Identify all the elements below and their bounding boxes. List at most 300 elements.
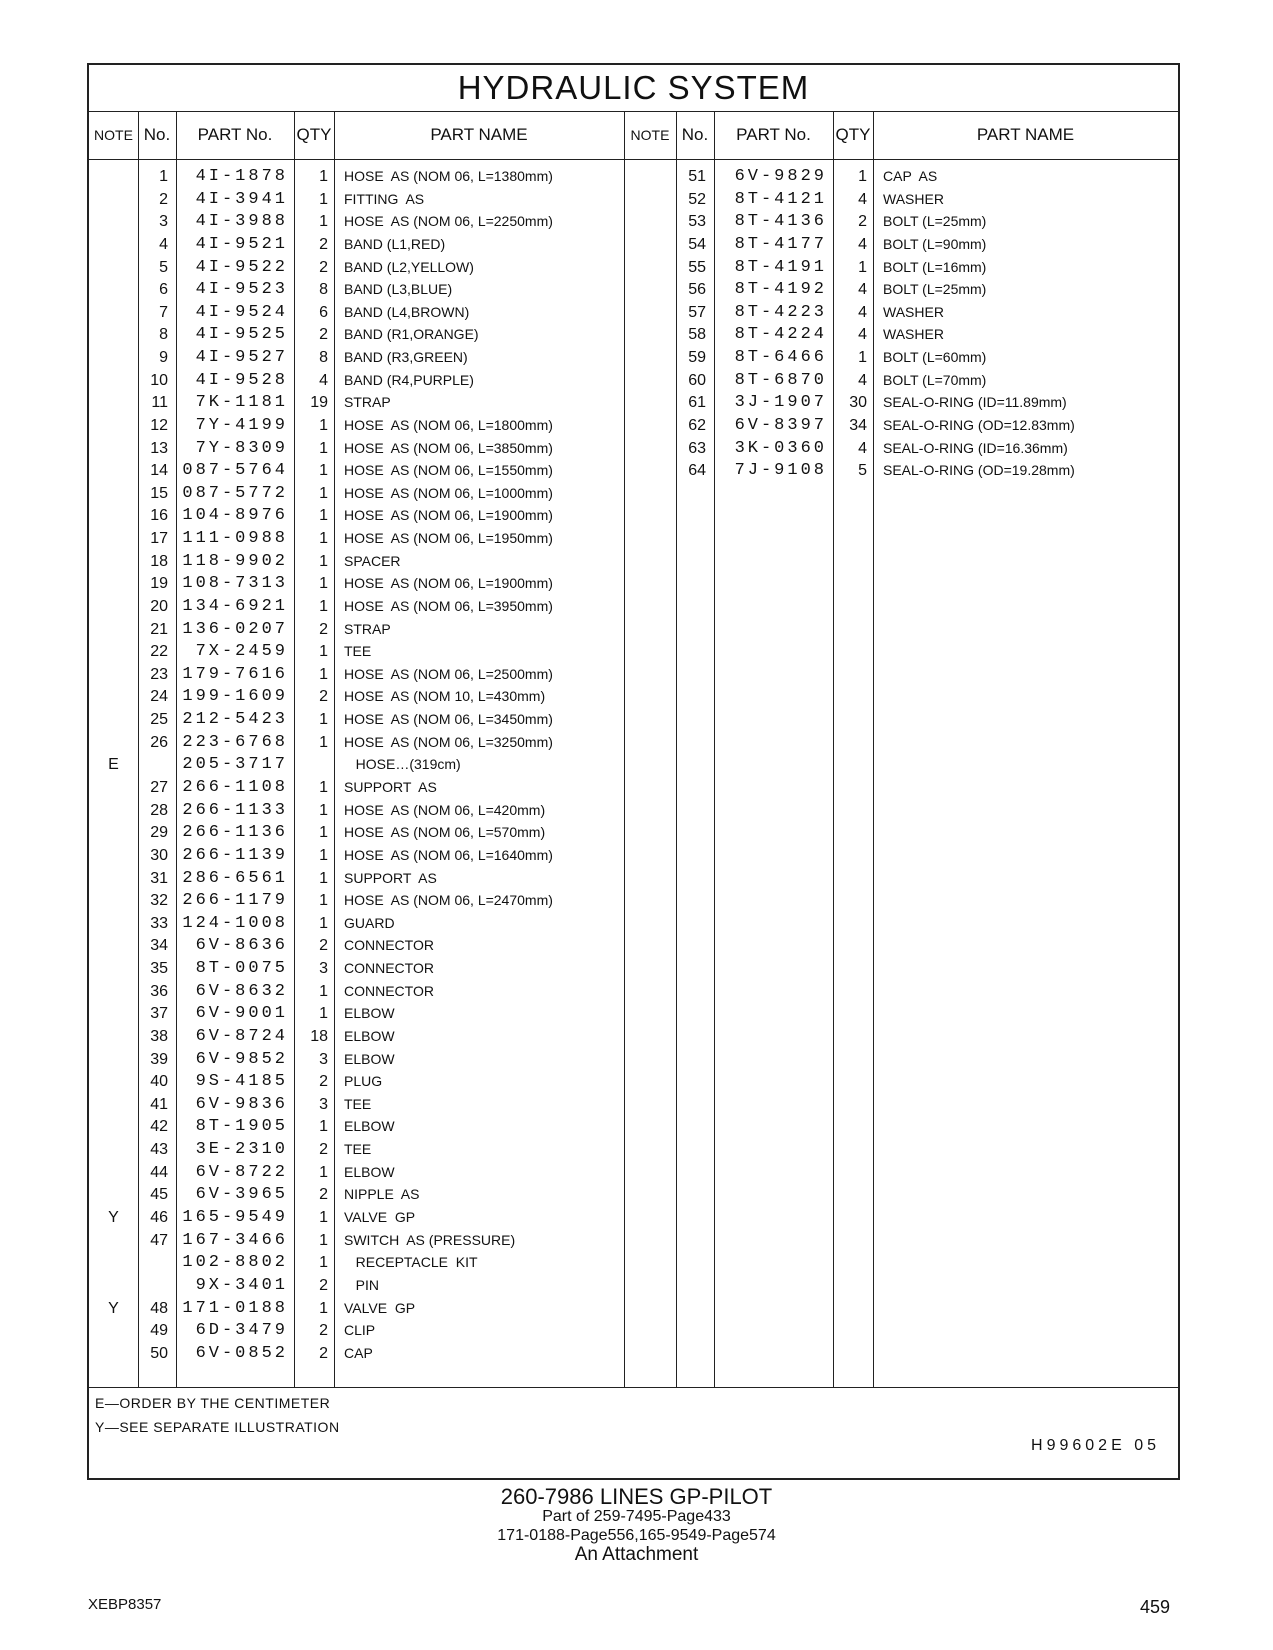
cell-note bbox=[89, 302, 138, 324]
cell-no: 48 bbox=[150, 1299, 168, 1317]
column-divider bbox=[334, 111, 335, 1387]
cell-no bbox=[138, 1252, 168, 1274]
cell-part: 9S-4185 bbox=[195, 1072, 288, 1092]
cell-qty: 2 bbox=[319, 1073, 328, 1091]
cell-qty: 1 bbox=[319, 575, 328, 593]
footer-attachment: An Attachment bbox=[574, 1544, 699, 1565]
cell-name: RECEPTACLE KIT bbox=[344, 1254, 478, 1271]
cell-no: 47 bbox=[150, 1231, 168, 1249]
cell-note bbox=[89, 1026, 138, 1048]
cell-note bbox=[624, 189, 676, 211]
cell-no: 11 bbox=[151, 394, 168, 412]
cell-name: SUPPORT AS bbox=[344, 869, 437, 886]
cell-name: HOSE AS (NOM 06, L=1950mm) bbox=[344, 530, 553, 547]
footer-group-title: 260-7986 LINES GP-PILOT bbox=[500, 1484, 773, 1509]
cell-part: 118-9902 bbox=[182, 551, 288, 571]
cell-qty: 3 bbox=[319, 960, 328, 978]
cell-part: 6V-8636 bbox=[195, 936, 288, 956]
cell-qty: 1 bbox=[319, 665, 328, 683]
cell-note: E bbox=[108, 756, 119, 774]
cell-name: TEE bbox=[344, 643, 372, 660]
cell-name: CAP bbox=[344, 1344, 373, 1361]
cell-name: BAND (L2,YELLOW) bbox=[344, 258, 474, 275]
cell-name: SEAL-O-RING (OD=19.28mm) bbox=[883, 462, 1075, 479]
cell-qty: 1 bbox=[858, 349, 867, 367]
cell-name: BOLT (L=16mm) bbox=[883, 258, 987, 275]
cell-name: BAND (L1,RED) bbox=[344, 235, 446, 252]
cell-qty: 4 bbox=[858, 235, 867, 253]
cell-qty: 4 bbox=[319, 371, 328, 389]
cell-part: 6V-9829 bbox=[734, 167, 827, 186]
cell-qty: 8 bbox=[319, 349, 328, 367]
cell-name: HOSE AS (NOM 06, L=1380mm) bbox=[344, 168, 553, 184]
cell-note bbox=[624, 279, 676, 301]
cell-name: BAND (L4,BROWN) bbox=[344, 303, 470, 320]
cell-name: WASHER bbox=[883, 190, 944, 207]
cell-note bbox=[89, 596, 138, 618]
cell-name: HOSE AS (NOM 06, L=2250mm) bbox=[344, 213, 553, 230]
cell-no: 23 bbox=[150, 665, 168, 683]
cell-name: HOSE AS (NOM 06, L=3250mm) bbox=[344, 733, 553, 750]
cell-qty: 1 bbox=[319, 597, 328, 615]
cell-part: 8T-1905 bbox=[195, 1117, 288, 1137]
cell-no: 2 bbox=[159, 190, 168, 208]
cell-part: 165-9549 bbox=[182, 1207, 288, 1227]
cell-qty: 3 bbox=[319, 1050, 328, 1068]
cell-part: 3E-2310 bbox=[195, 1140, 288, 1160]
cell-name: GUARD bbox=[344, 914, 395, 931]
cell-part: 8T-4177 bbox=[734, 234, 827, 254]
cell-part: 134-6921 bbox=[182, 596, 288, 616]
cell-qty: 4 bbox=[858, 281, 867, 299]
cell-part: 4I-1878 bbox=[195, 167, 288, 186]
cell-qty: 1 bbox=[319, 1005, 328, 1023]
cell-name: SEAL-O-RING (OD=12.83mm) bbox=[883, 416, 1075, 433]
cell-note bbox=[89, 664, 138, 686]
header-note-left: NOTE bbox=[94, 127, 133, 143]
drawing-code: H99602E 05 bbox=[1031, 1437, 1160, 1454]
header-qty-left: QTY bbox=[296, 125, 332, 144]
cell-part: 8T-4224 bbox=[734, 325, 827, 345]
cell-qty: 1 bbox=[319, 982, 328, 1000]
cell-no: 25 bbox=[150, 711, 168, 729]
cell-no: 17 bbox=[150, 530, 168, 548]
header-part-name-left: PART NAME bbox=[430, 125, 528, 144]
cell-note bbox=[89, 822, 138, 844]
cell-name: BOLT (L=25mm) bbox=[883, 281, 987, 298]
cell-qty: 1 bbox=[858, 168, 867, 185]
cell-no: 58 bbox=[688, 326, 706, 344]
cell-no: 24 bbox=[150, 688, 168, 706]
cell-name: HOSE AS (NOM 06, L=1800mm) bbox=[344, 416, 553, 433]
cell-note bbox=[89, 370, 138, 392]
cell-part: 4I-9528 bbox=[195, 370, 288, 390]
cell-name: NIPPLE AS bbox=[344, 1186, 420, 1203]
cell-note bbox=[624, 392, 676, 414]
cell-part: 4I-3988 bbox=[195, 212, 288, 232]
cell-name: HOSE AS (NOM 06, L=420mm) bbox=[344, 801, 546, 818]
cell-qty: 2 bbox=[858, 213, 867, 231]
cell-note bbox=[89, 868, 138, 890]
cell-no: 34 bbox=[150, 937, 168, 955]
cell-note bbox=[89, 1343, 138, 1365]
cell-name: HOSE AS (NOM 06, L=1640mm) bbox=[344, 846, 553, 863]
cell-qty: 1 bbox=[319, 1231, 328, 1249]
cell-note bbox=[89, 958, 138, 980]
cell-note bbox=[89, 483, 138, 505]
cell-note bbox=[624, 324, 676, 346]
cell-no: 30 bbox=[150, 846, 168, 864]
cell-qty: 3 bbox=[319, 1095, 328, 1113]
cell-name: BAND (R3,GREEN) bbox=[344, 349, 468, 366]
divider bbox=[89, 159, 1178, 160]
cell-note bbox=[89, 732, 138, 754]
cell-part: 171-0188 bbox=[182, 1298, 288, 1318]
cell-note bbox=[89, 257, 138, 279]
cell-part: 4I-9522 bbox=[195, 257, 288, 277]
cell-note bbox=[89, 551, 138, 573]
cell-name: HOSE AS (NOM 06, L=2500mm) bbox=[344, 665, 553, 682]
cell-name: WASHER bbox=[883, 303, 944, 320]
cell-qty: 2 bbox=[319, 1186, 328, 1204]
cell-name: HOSE AS (NOM 06, L=1550mm) bbox=[344, 462, 553, 479]
cell-part: 7J-9108 bbox=[734, 461, 827, 481]
cell-part: 6V-8724 bbox=[195, 1026, 288, 1046]
cell-no: 22 bbox=[150, 643, 168, 661]
cell-qty: 1 bbox=[858, 258, 867, 276]
cell-note bbox=[624, 415, 676, 437]
cell-no: 42 bbox=[150, 1118, 168, 1136]
cell-note bbox=[89, 438, 138, 460]
cell-part: 7X-2459 bbox=[195, 642, 288, 662]
cell-note bbox=[89, 1139, 138, 1161]
cell-no: 43 bbox=[150, 1141, 168, 1159]
header-no-left: No. bbox=[143, 125, 171, 144]
cell-qty: 1 bbox=[319, 869, 328, 887]
cell-note bbox=[624, 438, 676, 460]
cell-name: VALVE GP bbox=[344, 1208, 416, 1225]
cell-no: 9 bbox=[159, 349, 168, 367]
cell-qty: 1 bbox=[319, 1299, 328, 1317]
cell-part: 6V-9836 bbox=[195, 1094, 288, 1114]
cell-no: 10 bbox=[150, 371, 168, 389]
cell-part: 286-6561 bbox=[182, 868, 288, 888]
cell-qty: 2 bbox=[319, 937, 328, 955]
page-title: HYDRAULIC SYSTEM bbox=[457, 69, 810, 106]
cell-name: SEAL-O-RING (ID=11.89mm) bbox=[883, 394, 1067, 411]
cell-note bbox=[89, 1003, 138, 1025]
cell-part: 6V-3965 bbox=[195, 1185, 288, 1205]
cell-part: 4I-9524 bbox=[195, 302, 288, 322]
cell-qty: 1 bbox=[319, 439, 328, 457]
cell-no: 50 bbox=[150, 1344, 168, 1362]
cell-note bbox=[89, 686, 138, 708]
cell-name: WASHER bbox=[883, 326, 944, 343]
cell-no: 61 bbox=[688, 394, 706, 412]
cell-no: 8 bbox=[159, 326, 168, 344]
cell-note bbox=[89, 935, 138, 957]
cell-note bbox=[89, 573, 138, 595]
cell-qty: 1 bbox=[319, 530, 328, 548]
cell-no: 31 bbox=[150, 869, 168, 887]
cell-part: 199-1609 bbox=[182, 687, 288, 707]
cell-name: ELBOW bbox=[344, 1005, 395, 1022]
cell-note bbox=[89, 211, 138, 233]
cell-part: 4I-9521 bbox=[195, 234, 288, 254]
cell-note bbox=[89, 709, 138, 731]
cell-part: 7Y-8309 bbox=[195, 438, 288, 458]
cell-name: HOSE AS (NOM 06, L=570mm) bbox=[344, 824, 546, 841]
cell-no: 55 bbox=[688, 258, 706, 276]
header-part-no-left: PART No. bbox=[197, 125, 273, 144]
cell-qty bbox=[294, 754, 328, 776]
cell-part: 266-1139 bbox=[182, 845, 288, 865]
cell-note bbox=[89, 528, 138, 550]
header-part-name-right: PART NAME bbox=[976, 125, 1075, 144]
cell-no: 28 bbox=[150, 801, 168, 819]
cell-no: 64 bbox=[688, 462, 706, 480]
cell-no: 56 bbox=[688, 281, 706, 299]
cell-name: HOSE…(319cm) bbox=[344, 756, 461, 773]
cell-part: 8T-6466 bbox=[734, 348, 827, 368]
cell-qty: 4 bbox=[858, 326, 867, 344]
cell-name: TEE bbox=[344, 1141, 372, 1158]
cell-qty: 1 bbox=[319, 1208, 328, 1226]
cell-note bbox=[89, 890, 138, 912]
cell-part: 212-5423 bbox=[182, 710, 288, 730]
cell-qty: 1 bbox=[319, 733, 328, 751]
cell-part: 108-7313 bbox=[182, 574, 288, 594]
cell-note bbox=[89, 845, 138, 867]
cell-note bbox=[624, 460, 676, 482]
cell-qty: 5 bbox=[858, 462, 867, 480]
cell-note bbox=[89, 913, 138, 935]
cell-no: 3 bbox=[159, 213, 168, 231]
cell-qty: 1 bbox=[319, 1254, 328, 1272]
cell-qty: 2 bbox=[319, 1344, 328, 1362]
cell-qty: 1 bbox=[319, 846, 328, 864]
cell-no: 21 bbox=[150, 620, 168, 638]
divider bbox=[89, 1387, 1178, 1388]
cell-no: 46 bbox=[150, 1208, 168, 1226]
cell-qty: 1 bbox=[319, 552, 328, 570]
cell-no: 62 bbox=[688, 416, 706, 434]
cell-note bbox=[89, 1275, 138, 1297]
footer-references: 171-0188-Page556,165-9549-Page574 bbox=[497, 1527, 776, 1544]
cell-part: 6V-8632 bbox=[195, 981, 288, 1001]
cell-qty: 1 bbox=[319, 484, 328, 502]
cell-name: SEAL-O-RING (ID=16.36mm) bbox=[883, 439, 1068, 456]
cell-part: 4I-9527 bbox=[195, 348, 288, 368]
cell-no: 12 bbox=[150, 416, 168, 434]
cell-part: 6V-9852 bbox=[195, 1049, 288, 1069]
cell-part: 111-0988 bbox=[182, 529, 288, 549]
cell-qty: 4 bbox=[858, 190, 867, 208]
cell-name: CONNECTOR bbox=[344, 982, 434, 999]
header-note-right: NOTE bbox=[630, 127, 670, 143]
cell-note bbox=[624, 166, 676, 188]
cell-name: FITTING AS bbox=[344, 190, 425, 207]
cell-part: 6D-3479 bbox=[195, 1321, 288, 1341]
cell-no: 57 bbox=[688, 303, 706, 321]
cell-name: HOSE AS (NOM 06, L=1000mm) bbox=[344, 484, 553, 501]
cell-qty: 30 bbox=[849, 394, 867, 412]
header-no-right: No. bbox=[681, 125, 709, 144]
cell-part: 136-0207 bbox=[182, 619, 288, 639]
cell-name: BAND (L3,BLUE) bbox=[344, 281, 453, 298]
cell-name: HOSE AS (NOM 06, L=3950mm) bbox=[344, 597, 553, 614]
cell-qty: 2 bbox=[319, 258, 328, 276]
cell-note: Y bbox=[108, 1299, 119, 1317]
legend-y: Y—SEE SEPARATE ILLUSTRATION bbox=[95, 1419, 340, 1435]
cell-no: 26 bbox=[150, 733, 168, 751]
cell-name: CLIP bbox=[344, 1322, 376, 1339]
cell-qty: 1 bbox=[319, 643, 328, 661]
cell-no: 38 bbox=[150, 1027, 168, 1045]
cell-name: TEE bbox=[344, 1095, 372, 1112]
cell-name: HOSE AS (NOM 06, L=3450mm) bbox=[344, 711, 553, 728]
cell-qty: 1 bbox=[319, 1118, 328, 1136]
cell-qty: 8 bbox=[319, 281, 328, 299]
cell-no: 60 bbox=[688, 371, 706, 389]
cell-no: 19 bbox=[150, 575, 168, 593]
cell-part: 179-7616 bbox=[182, 664, 288, 684]
cell-note bbox=[89, 800, 138, 822]
cell-qty: 1 bbox=[319, 416, 328, 434]
cell-no: 27 bbox=[150, 779, 168, 796]
cell-note: Y bbox=[108, 1208, 119, 1226]
cell-part: 6V-9001 bbox=[195, 1004, 288, 1024]
footer-part-of: Part of 259-7495-Page433 bbox=[542, 1508, 731, 1525]
cell-no: 15 bbox=[150, 484, 168, 502]
cell-no: 59 bbox=[688, 349, 706, 367]
cell-qty: 2 bbox=[319, 326, 328, 344]
cell-qty: 6 bbox=[319, 303, 328, 321]
cell-qty: 1 bbox=[319, 507, 328, 525]
cell-part: 4I-3941 bbox=[195, 189, 288, 209]
cell-qty: 34 bbox=[849, 416, 867, 434]
cell-no: 35 bbox=[150, 960, 168, 978]
column-divider bbox=[873, 111, 874, 1387]
cell-note bbox=[624, 234, 676, 256]
cell-no: 18 bbox=[150, 552, 168, 570]
cell-part: 167-3466 bbox=[182, 1230, 288, 1250]
cell-no: 16 bbox=[150, 507, 168, 525]
cell-part: 6V-8397 bbox=[734, 415, 827, 435]
cell-part: 205-3717 bbox=[182, 755, 288, 775]
cell-part: 266-1108 bbox=[182, 778, 288, 797]
cell-name: ELBOW bbox=[344, 1118, 395, 1135]
cell-no: 14 bbox=[150, 462, 168, 480]
cell-qty: 4 bbox=[858, 303, 867, 321]
cell-part: 4I-9525 bbox=[195, 325, 288, 345]
cell-note bbox=[89, 189, 138, 211]
cell-name: ELBOW bbox=[344, 1050, 395, 1067]
cell-no: 45 bbox=[150, 1186, 168, 1204]
cell-name: HOSE AS (NOM 06, L=3850mm) bbox=[344, 439, 553, 456]
cell-name: CAP AS bbox=[883, 168, 938, 184]
cell-name: ELBOW bbox=[344, 1027, 395, 1044]
cell-no: 1 bbox=[159, 168, 168, 185]
cell-qty: 1 bbox=[319, 190, 328, 208]
cell-name: PLUG bbox=[344, 1073, 383, 1090]
cell-name: HOSE AS (NOM 06, L=1900mm) bbox=[344, 575, 553, 592]
page-number: 459 bbox=[1140, 1597, 1171, 1617]
cell-note bbox=[89, 234, 138, 256]
cell-no: 7 bbox=[159, 303, 168, 321]
cell-name: BOLT (L=60mm) bbox=[883, 349, 987, 366]
cell-qty: 1 bbox=[319, 801, 328, 819]
cell-name: SPACER bbox=[344, 552, 401, 569]
cell-qty: 2 bbox=[319, 620, 328, 638]
cell-name: CONNECTOR bbox=[344, 937, 434, 954]
cell-qty: 1 bbox=[319, 824, 328, 842]
cell-no: 36 bbox=[150, 982, 168, 1000]
cell-no: 32 bbox=[150, 892, 168, 910]
cell-name: SUPPORT AS bbox=[344, 779, 437, 795]
cell-no: 41 bbox=[150, 1095, 168, 1113]
cell-note bbox=[89, 981, 138, 1003]
cell-note bbox=[89, 1162, 138, 1184]
cell-note bbox=[624, 211, 676, 233]
cell-qty: 1 bbox=[319, 914, 328, 932]
cell-qty: 4 bbox=[858, 371, 867, 389]
cell-note bbox=[624, 370, 676, 392]
cell-note bbox=[89, 166, 138, 188]
cell-no: 51 bbox=[688, 168, 706, 185]
cell-no: 37 bbox=[150, 1005, 168, 1023]
cell-no: 39 bbox=[150, 1050, 168, 1068]
cell-qty: 18 bbox=[310, 1027, 328, 1045]
cell-note bbox=[89, 505, 138, 527]
cell-note bbox=[89, 324, 138, 346]
cell-name: BOLT (L=25mm) bbox=[883, 213, 987, 230]
cell-no: 63 bbox=[688, 439, 706, 457]
cell-no: 6 bbox=[159, 281, 168, 299]
cell-part: 4I-9523 bbox=[195, 280, 288, 300]
cell-name: STRAP bbox=[344, 620, 391, 637]
cell-name: VALVE GP bbox=[344, 1299, 416, 1316]
cell-no: 29 bbox=[150, 824, 168, 842]
cell-part: 104-8976 bbox=[182, 506, 288, 526]
cell-name: PIN bbox=[344, 1276, 380, 1293]
cell-name: HOSE AS (NOM 06, L=1900mm) bbox=[344, 507, 553, 524]
cell-part: 8T-4136 bbox=[734, 212, 827, 232]
cell-name: BAND (R4,PURPLE) bbox=[344, 371, 474, 388]
cell-no: 52 bbox=[688, 190, 706, 208]
cell-qty: 2 bbox=[319, 1322, 328, 1340]
cell-no bbox=[138, 1275, 168, 1297]
cell-name: STRAP bbox=[344, 394, 391, 411]
cell-qty: 2 bbox=[319, 1141, 328, 1159]
cell-qty: 4 bbox=[858, 439, 867, 457]
cell-qty: 19 bbox=[310, 394, 328, 412]
cell-note bbox=[89, 619, 138, 641]
cell-note bbox=[89, 1116, 138, 1138]
cell-part: 266-1179 bbox=[182, 891, 288, 911]
cell-part: 7Y-4199 bbox=[195, 415, 288, 435]
cell-part: 6V-0852 bbox=[195, 1343, 288, 1363]
cell-part: 8T-4223 bbox=[734, 302, 827, 322]
cell-part: 266-1133 bbox=[182, 800, 288, 820]
cell-note bbox=[89, 1094, 138, 1116]
cell-note bbox=[624, 302, 676, 324]
cell-qty: 1 bbox=[319, 892, 328, 910]
cell-note bbox=[624, 257, 676, 279]
cell-name: ELBOW bbox=[344, 1163, 395, 1180]
cell-qty: 1 bbox=[319, 1163, 328, 1181]
cell-part: 8T-0075 bbox=[195, 959, 288, 979]
